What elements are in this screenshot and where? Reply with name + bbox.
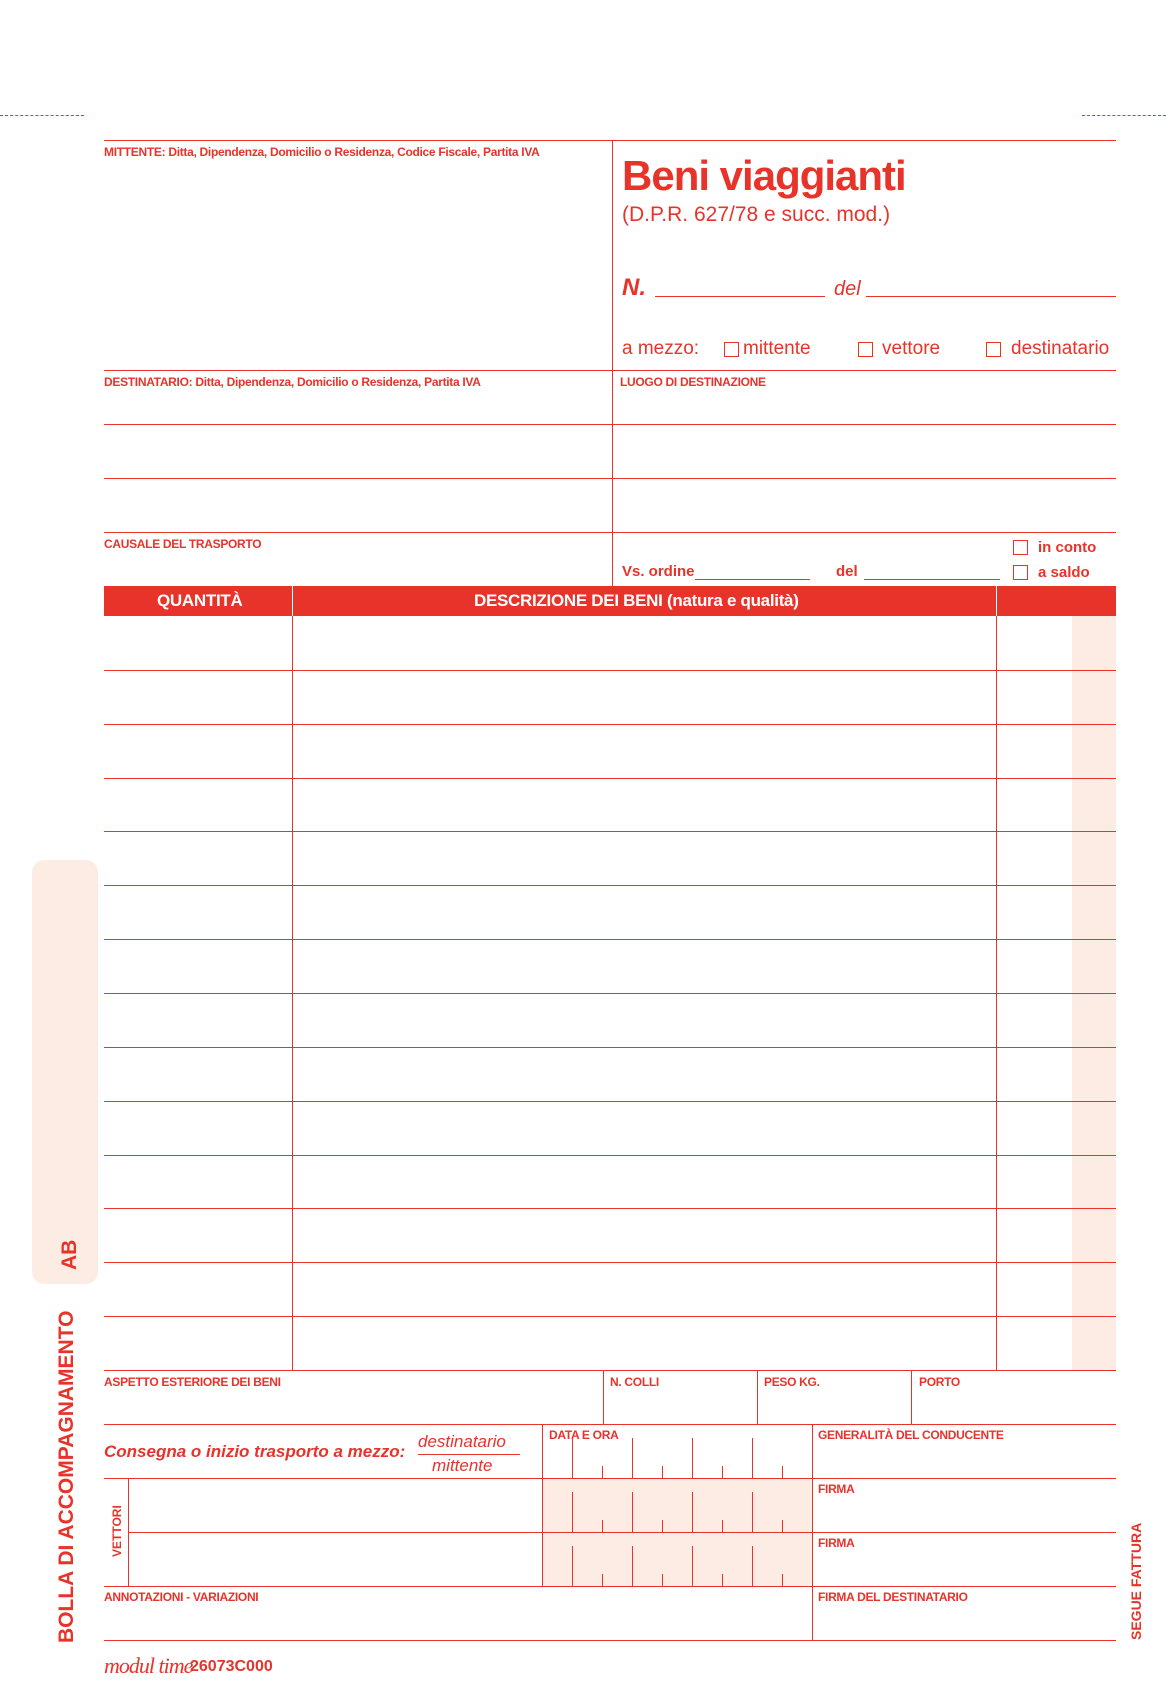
datetime-tick xyxy=(752,1492,753,1532)
recipient-option-label: destinatario xyxy=(1011,338,1110,359)
sender-label: MITTENTE: Ditta, Dipendenza, Domicilio o Residenza, Codice Fiscale, Partita IVA xyxy=(104,145,540,159)
table-row[interactable] xyxy=(104,831,1116,832)
on-account-label: in conto xyxy=(1038,539,1097,556)
footer-line-4 xyxy=(104,1586,1116,1587)
datetime-tick xyxy=(692,1438,693,1478)
table-row[interactable] xyxy=(104,778,1116,779)
header-divider xyxy=(612,140,613,586)
delivery-option-recipient[interactable]: destinatario xyxy=(418,1432,506,1451)
order-field[interactable] xyxy=(695,579,810,580)
header-sep-2 xyxy=(996,586,997,616)
datetime-tick xyxy=(602,1520,603,1532)
reason-top-line xyxy=(104,532,1116,533)
number-field[interactable] xyxy=(655,296,825,297)
form-code: AB xyxy=(58,1239,81,1270)
table-row[interactable] xyxy=(104,1047,1116,1048)
carriers-label: VETTORI xyxy=(110,1505,124,1557)
footer-line-2 xyxy=(104,1478,1116,1479)
datetime-tick xyxy=(602,1574,603,1586)
footer-bottom xyxy=(104,1640,1116,1641)
follow-invoice-note: SEGUE FATTURA xyxy=(1128,1522,1144,1640)
datetime-tick xyxy=(662,1466,663,1478)
datetime-tick xyxy=(632,1492,633,1532)
on-account-checkbox[interactable] xyxy=(1013,540,1028,555)
driver-label: GENERALITÀ DEL CONDUCENTE xyxy=(818,1428,1004,1442)
datetime-tick xyxy=(572,1492,573,1532)
datetime-tick xyxy=(632,1438,633,1478)
datetime-tick xyxy=(692,1492,693,1532)
notes-label: ANNOTAZIONI - VARIAZIONI xyxy=(104,1590,259,1604)
datetime-tick xyxy=(602,1466,603,1478)
cut-mark-right xyxy=(1082,115,1166,116)
recipient-signature-label: FIRMA DEL DESTINATARIO xyxy=(818,1590,968,1604)
datetime-tick xyxy=(572,1546,573,1586)
datetime-tick xyxy=(752,1546,753,1586)
datetime-tick xyxy=(782,1520,783,1532)
signature-label-1: FIRMA xyxy=(818,1482,855,1496)
balance-label: a saldo xyxy=(1038,564,1090,581)
form-title: Beni viaggianti xyxy=(622,152,906,199)
weight-label: PESO KG. xyxy=(764,1375,820,1389)
table-row[interactable] xyxy=(104,885,1116,886)
table-row[interactable] xyxy=(104,670,1116,671)
form-name: BOLLA DI ACCOMPAGNAMENTO xyxy=(55,1310,78,1643)
signature-label-2: FIRMA xyxy=(818,1536,855,1550)
carrier-checkbox[interactable] xyxy=(858,342,873,357)
sender-option-label: mittente xyxy=(743,338,811,359)
table-row[interactable] xyxy=(104,724,1116,725)
table-bottom xyxy=(104,1370,1116,1371)
recipient-line-1[interactable] xyxy=(104,424,1116,425)
table-row[interactable] xyxy=(104,1208,1116,1209)
footer-sep-2 xyxy=(757,1370,758,1424)
footer-sep-1 xyxy=(603,1370,604,1424)
quantity-col-line xyxy=(292,616,293,1370)
form-subtitle: (D.P.R. 627/78 e succ. mod.) xyxy=(622,203,891,226)
datetime-tick xyxy=(632,1546,633,1586)
datetime-tick xyxy=(692,1546,693,1586)
recipient-checkbox[interactable] xyxy=(986,342,1001,357)
table-row[interactable] xyxy=(104,1101,1116,1102)
datetime-tick xyxy=(722,1466,723,1478)
datetime-tick xyxy=(662,1574,663,1586)
table-row[interactable] xyxy=(104,1262,1116,1263)
table-row[interactable] xyxy=(104,993,1116,994)
carrier-option-label: vettore xyxy=(882,338,941,359)
datetime-label: DATA E ORA xyxy=(549,1428,619,1442)
datetime-tick xyxy=(722,1520,723,1532)
sender-checkbox[interactable] xyxy=(724,342,739,357)
recipient-line-2[interactable] xyxy=(104,478,1116,479)
datetime-tick xyxy=(752,1438,753,1478)
transport-reason-label: CAUSALE DEL TRASPORTO xyxy=(104,537,262,551)
cut-mark-left xyxy=(0,115,84,116)
description-header: DESCRIZIONE DEI BENI (natura e qualità) xyxy=(474,591,799,610)
packages-label: N. COLLI xyxy=(610,1375,659,1389)
top-border xyxy=(104,140,1116,141)
appearance-label: ASPETTO ESTERIORE DEI BENI xyxy=(104,1375,281,1389)
by-label: a mezzo: xyxy=(622,338,700,359)
order-label: Vs. ordine xyxy=(622,563,695,580)
datetime-tick xyxy=(722,1574,723,1586)
delivery-option-sender[interactable]: mittente xyxy=(432,1456,493,1475)
footer-line-1 xyxy=(104,1424,1116,1425)
table-row[interactable] xyxy=(104,1316,1116,1317)
destination-label: LUOGO DI DESTINAZIONE xyxy=(620,375,766,389)
table-row[interactable] xyxy=(104,939,1116,940)
datetime-tick xyxy=(662,1520,663,1532)
delivery-label: Consegna o inizio trasporto a mezzo: xyxy=(104,1442,406,1461)
brand-logo: modul time xyxy=(104,1653,193,1678)
datetime-tick xyxy=(782,1466,783,1478)
footer-line-3 xyxy=(128,1532,1116,1533)
header-sep-1 xyxy=(292,586,293,616)
amount-col-line xyxy=(996,616,997,1370)
port-label: PORTO xyxy=(919,1375,960,1389)
order-date-label: del xyxy=(836,563,858,580)
recipient-label: DESTINATARIO: Ditta, Dipendenza, Domicilio o Residenza, Partita IVA xyxy=(104,375,481,389)
quantity-header: QUANTITÀ xyxy=(157,591,243,610)
datetime-tick xyxy=(572,1438,573,1478)
balance-checkbox[interactable] xyxy=(1013,565,1028,580)
delivery-fraction-line xyxy=(418,1454,520,1455)
datetime-tick xyxy=(782,1574,783,1586)
table-row[interactable] xyxy=(104,1155,1116,1156)
brand-code: 26073C000 xyxy=(190,1658,273,1675)
footer-sep-3 xyxy=(911,1370,912,1424)
form-type-tab xyxy=(32,860,98,1284)
recipient-top-line xyxy=(104,370,1116,371)
number-label: N. xyxy=(622,274,646,301)
order-date-field[interactable] xyxy=(864,579,1000,580)
date-label: del xyxy=(834,278,861,300)
date-field[interactable] xyxy=(866,296,1116,297)
